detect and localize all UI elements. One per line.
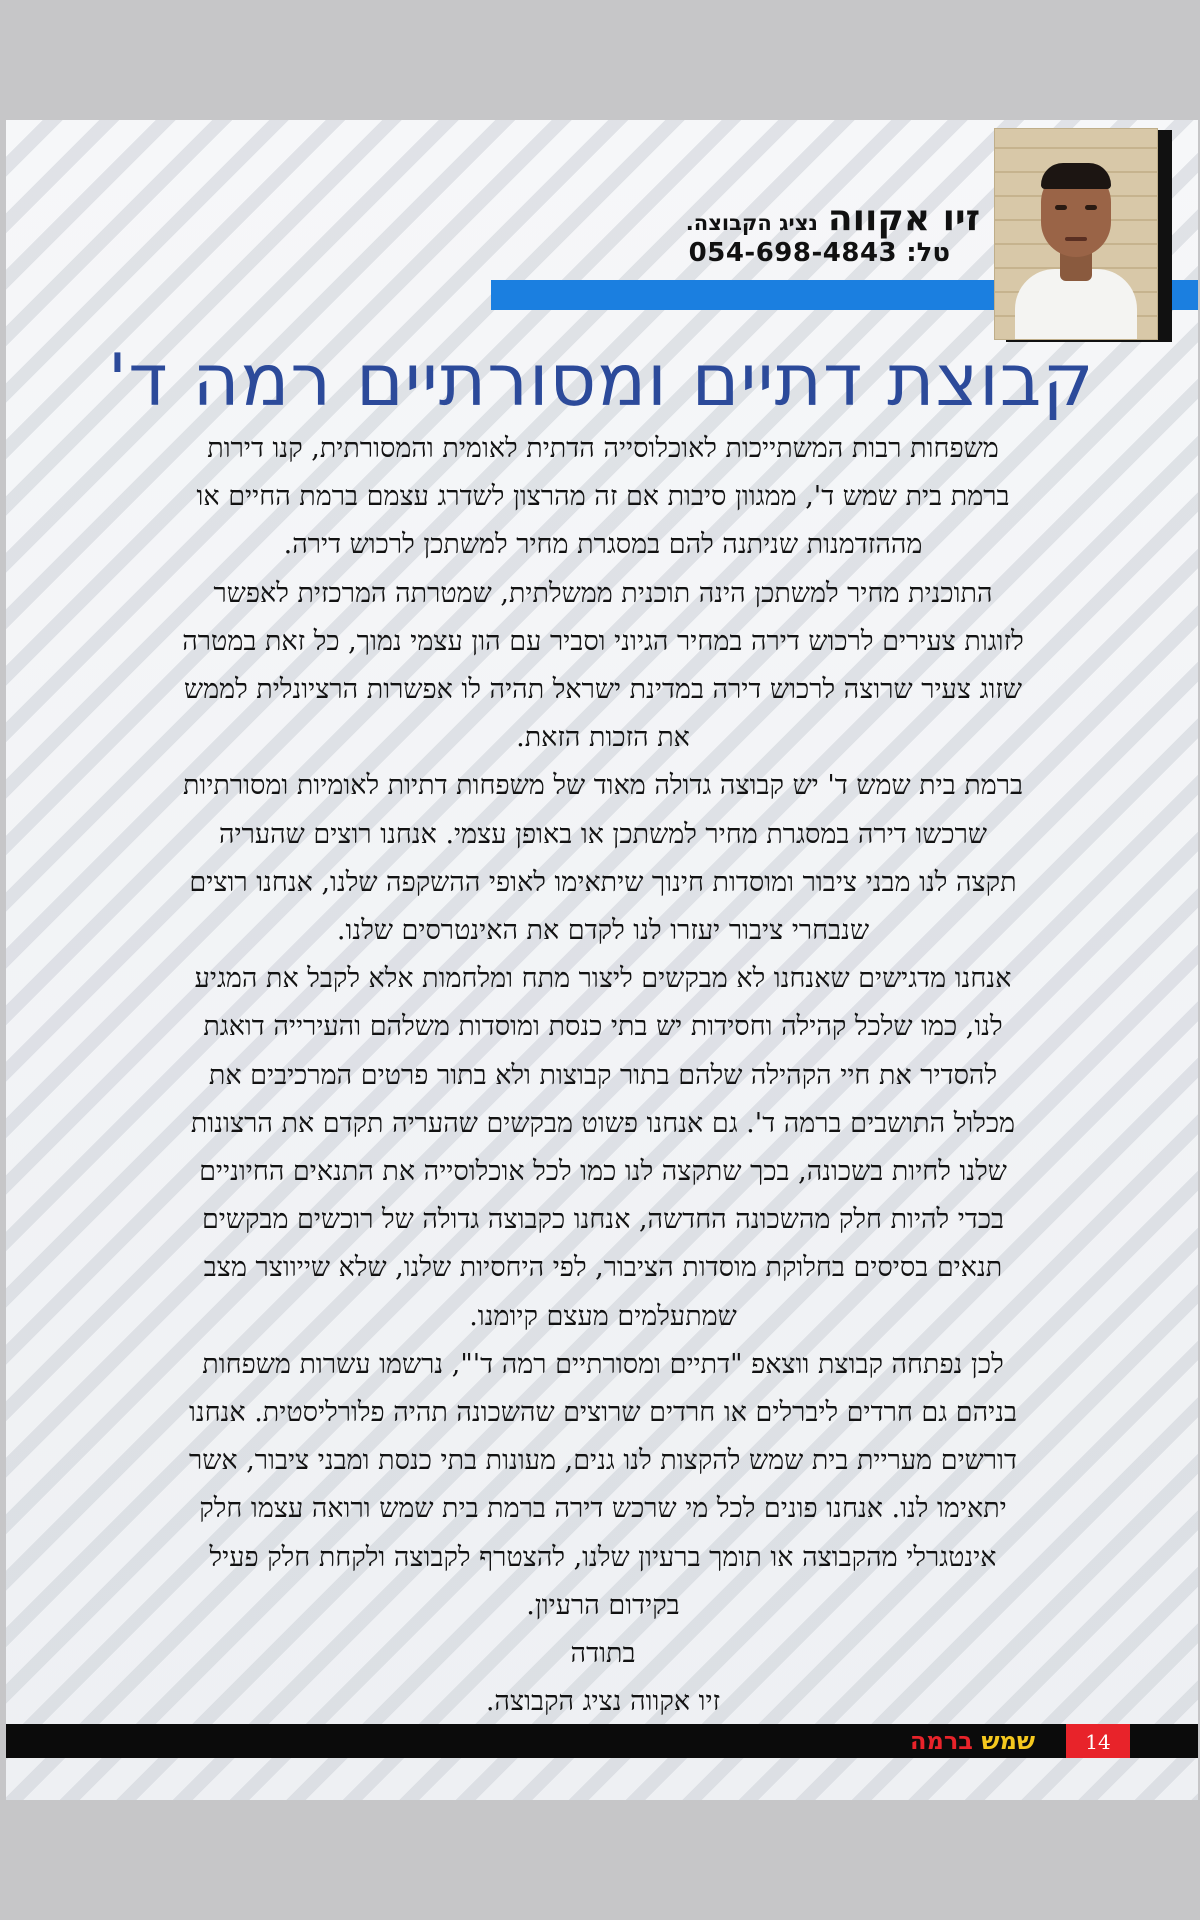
- body-line: אינטגרלי מהקבוצה או תומך ברעיון שלנו, להצטרף לקבוצה ולקחת חלק פעיל: [209, 1541, 997, 1573]
- body-line: זיו אקווה נציג הקבוצה.: [485, 1686, 721, 1718]
- author-name: זיו אקווה: [827, 198, 980, 239]
- body-line: בניהם גם חרדים ליברלים או חרדים שרוצים שהשכונה תהיה פלורליסטית. אנחנו: [188, 1397, 1018, 1429]
- body-line: תקצה לנו מבני ציבור ומוסדות חינוך שיתאימו לאופי ההשקפה שלנו, אנחנו רוצים: [189, 866, 1017, 898]
- body-line: בקידום הרעיון.: [526, 1589, 680, 1621]
- body-line: בכדי להיות חלק מהשכונה החדשה, אנחנו כקבוצה גדולה של רוכשים מבקשים: [201, 1204, 1005, 1236]
- body-line: מההזדמנות שניתנה להם במסגרת מחיר למשתכן לרכוש דירה.: [283, 529, 923, 561]
- body-line: אנחנו מדגישים שאנחנו לא מבקשים ליצור מתח ומלחמות אלא לקבל את המגיע: [194, 963, 1012, 995]
- body-line: בתודה: [570, 1638, 636, 1670]
- body-line: שנבחרי ציבור יעזרו לנו לקדם את האינטרסים שלנו.: [336, 915, 870, 947]
- magazine-page: [6, 120, 1198, 1800]
- body-line: שזוג צעיר שרוצה לרכוש דירה במדינת ישראל תהיה לו אפשרות הרציונלית לממש: [183, 674, 1023, 706]
- body-line: לכן נפתחה קבוצת ווצאפ "דתיים ומסורתיים רמה ד'", נרשמו עשרות משפחות: [202, 1348, 1004, 1380]
- page-number: 14: [1066, 1724, 1130, 1758]
- body-line: שמתעלמים מעצם קיומנו.: [469, 1300, 737, 1332]
- body-line: שלנו לחיות בשכונה, בכך שתקצה לנו כמו לכל אוכלוסייה את התנאים החיוניים: [199, 1156, 1007, 1188]
- body-line: שרכשו דירה במסגרת מחיר למשתכן או באופן עצמי. אנחנו רוצים שהעריה: [219, 818, 987, 850]
- brand-logo: [910, 1724, 1035, 1758]
- body-line: דורשים מעריית בית שמש להקצות לנו גנים, מעונות בתי כנסת ומבני ציבור, אשר: [189, 1445, 1017, 1477]
- phone-number: 054-698-4843: [688, 238, 898, 268]
- author-phone-row: [689, 238, 950, 268]
- body-line: משפחות רבות המשתייכות לאוכלוסייה הדתית לאומית והמסורתית, קנו דירות: [207, 433, 999, 464]
- body-line: התוכנית מחיר למשתכן הינה תוכנית ממשלתית, שמטרתה המרכזית לאפשר: [213, 577, 993, 609]
- body-line: מכלול התושבים ברמה ד'. גם אנחנו פשוט מבקשים שהעריה תקדם את הרצונות: [190, 1107, 1016, 1139]
- body-line: תנאים בסיסים בחלוקת מוסדות הציבור, לפי היחסיות שלנו, שלא שייווצר מצב: [203, 1252, 1003, 1284]
- brand-word-shemesh: שמש: [981, 1727, 1036, 1755]
- author-photo: [994, 128, 1158, 340]
- body-line: להסדיר את חיי הקהילה שלהם בתור קבוצות ולא בתור פרטים המרכיבים את: [208, 1059, 998, 1091]
- phone-label: טל:: [906, 238, 950, 268]
- body-line: לנו, כמו שלכל קהילה וחסידות יש בתי כנסת ומוסדות משלהם והעירייה דואגת: [203, 1011, 1003, 1043]
- body-line: את הזכות הזאת.: [516, 722, 690, 754]
- body-line: יתאימו לנו. אנחנו פונים לכל מי שרכש דירה ברמת בית שמש ורואה עצמו חלק: [199, 1493, 1007, 1525]
- author-name-row: [686, 198, 980, 239]
- article-title: קבוצת דתיים ומסורתיים רמה ד': [107, 338, 1095, 422]
- brand-word-barama: ברמה: [910, 1727, 973, 1755]
- body-line: ברמת בית שמש ד' יש קבוצה גדולה מאוד של משפחות דתיות לאומיות ומסורתיות: [182, 770, 1024, 802]
- author-role: נציג הקבוצה.: [685, 211, 818, 235]
- body-line: לזוגות צעירים לרכוש דירה במחיר הגיוני וסביר עם הון עצמי נמוך, כל זאת במטרה: [182, 625, 1024, 657]
- article-body: [68, 425, 1138, 1726]
- body-line: ברמת בית שמש ד', ממגוון סיבות אם זה מהרצון לשדרג עצמם ברמת החיים או: [196, 481, 1010, 513]
